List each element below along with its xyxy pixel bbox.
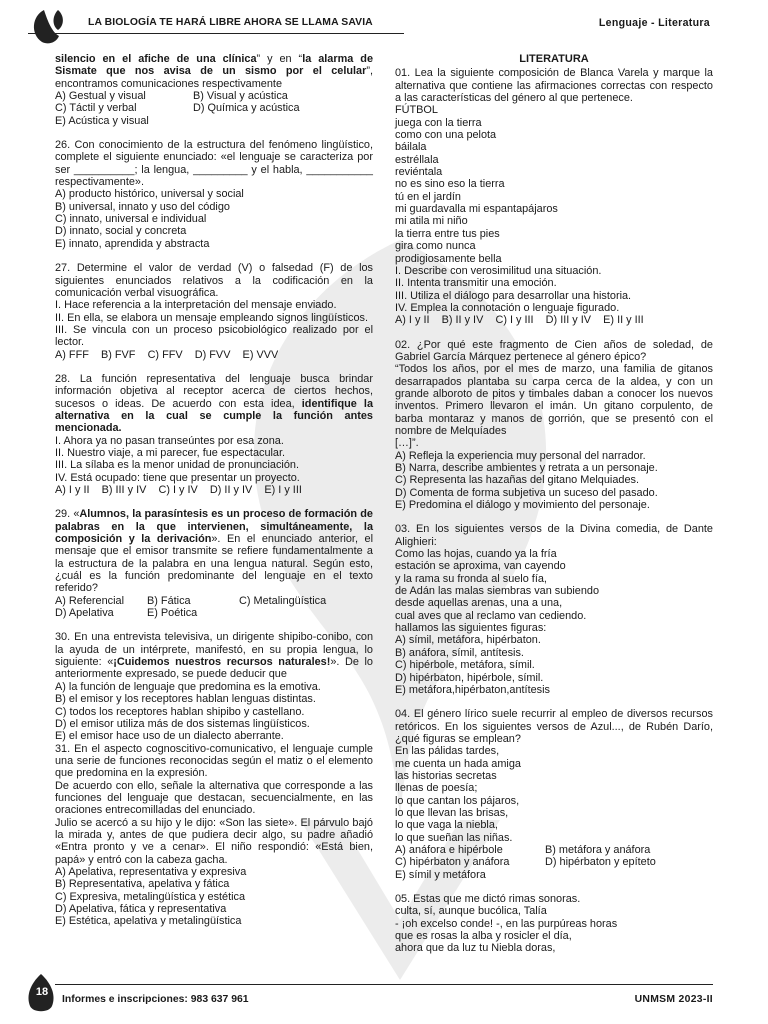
q3-option: A) símil, metáfora, hipérbaton. xyxy=(395,634,541,647)
q27-item: II. En ella, se elabora un mensaje empleando signos lingüísticos. xyxy=(55,311,368,324)
q28-item: I. Ahora ya no pasan transeúntes por esa zona. xyxy=(55,434,284,447)
q25-options-row-1: A) Gestual y visual B) Visual y acústica xyxy=(55,90,288,103)
poem-line: reviéntala xyxy=(395,166,443,179)
header-subject: Lenguaje - Literatura xyxy=(598,17,710,29)
q30-option: B) el emisor y los receptores hablan lenguas distintas. xyxy=(55,693,316,706)
poem-line: mi guardavalla mi espantapájaros xyxy=(395,203,558,216)
q2-passage: “Todos los años, por el mes de marzo, una familia de gitanos desarrapados plantaba su carpa cerca de la aldea, y con un grande alboroto de pitos y timbales daban a conocer los nuevos inventos. Primero llevaron el imán. Un gitano corpulento, de barba montaraz y manos de gorrión, que se presentó con el nombre de Melquíades xyxy=(395,363,713,437)
poem-line: FÚTBOL xyxy=(395,104,438,117)
poem-line: estación se aproxima, van cayendo xyxy=(395,560,566,573)
q26-option: C) innato, universal e individual xyxy=(55,213,207,226)
q28-options: A) I y II B) III y IV C) I y IV D) II y IV E) I y III xyxy=(55,484,302,496)
q31-stem-2: De acuerdo con ello, señale la alternativa que corresponde a las funciones del lenguaje que destacan, secuencialmente, en las oraciones entrecomilladas del enunciado. xyxy=(55,779,373,817)
q26-option: A) producto histórico, universal y social xyxy=(55,188,244,201)
poem-line: lo que cantan los pájaros, xyxy=(395,794,520,807)
q3-stem: 03. En los siguientes versos de la Divina comedia, de Dante Alighieri: xyxy=(395,523,713,548)
q28-item: III. La sílaba es la menor unidad de pronunciación. xyxy=(55,459,299,472)
q26-option: E) innato, aprendida y abstracta xyxy=(55,237,210,250)
q27-options: A) FFF B) FVF C) FFV D) FVV E) VVV xyxy=(55,348,279,361)
q29-options-row-1: A) Referencial B) Fática C) Metalingüística xyxy=(55,594,327,607)
q31-option: C) Expresiva, metalingüística y estética xyxy=(55,890,246,903)
poem-line: de Adán las malas siembras van subiendo xyxy=(395,585,600,598)
q1-item: IV. Emplea la connotación o lenguaje figurado. xyxy=(395,301,620,314)
poem-line: estréllala xyxy=(395,153,439,166)
poem-line: juega con la tierra xyxy=(395,116,482,129)
left-column xyxy=(55,53,373,928)
q26-option: B) universal, innato y uso del código xyxy=(55,200,230,213)
poem-line: culta, sí, aunque bucólica, Talía xyxy=(395,905,547,918)
poem-line: En las pálidas tardes, xyxy=(395,745,500,758)
q25-options-row-2: C) Táctil y verbal D) Química y acústica xyxy=(55,102,300,115)
q26-option: D) innato, social y concreta xyxy=(55,225,187,238)
page-number: 18 xyxy=(35,986,49,998)
q31-option: B) Representativa, apelativa y fática xyxy=(55,878,230,891)
poem-line: llenas de poesía; xyxy=(395,782,478,795)
poem-line: lo que sueñan las niñas. xyxy=(395,831,513,844)
q30-option: D) el emisor utiliza más de dos sistemas lingüísticos. xyxy=(55,717,310,730)
q2-option: B) Narra, describe ambientes y retrata a un personaje. xyxy=(395,462,658,474)
q2-option: E) Predomina el diálogo y movimiento del personaje. xyxy=(395,499,650,512)
poem-line: mi atila mi niño xyxy=(395,215,468,228)
q1-item: II. Intenta transmitir una emoción. xyxy=(395,277,557,290)
poem-line: báilala xyxy=(395,141,427,154)
poem-line: me cuenta un hada amiga xyxy=(395,757,521,770)
q30-option: E) el emisor hace uso de un dialecto aberrante. xyxy=(55,730,284,743)
q30-stem: 30. En una entrevista televisiva, un dirigente shipibo-conibo, con la ayuda de un intérprete, manifestó, en su propia lengua, lo siguiente: «¡Cuidemos nuestros recursos naturales!». De lo anteriormente expresado, se puede deducir que xyxy=(55,631,373,681)
poem-line: lo que vaga la niebla, xyxy=(395,819,498,832)
header-title: LA BIOLOGÍA TE HARÁ LIBRE AHORA SE LLAMA SAVIA xyxy=(88,17,373,28)
savia-leaf-logo xyxy=(28,6,72,46)
q4-options-row-1: A) anáfora e hipérbole B) metáfora y anáfora xyxy=(395,843,651,856)
q3-option: C) hipérbole, metáfora, símil. xyxy=(395,659,535,672)
q1-stem: 01. Lea la siguiente composición de Blanca Varela y marque la alternativa que contiene las afirmaciones correctas con respecto a las características del género al que pertenece. xyxy=(395,67,713,105)
poem-line: tú en el jardín xyxy=(395,190,461,203)
q29-stem: 29. «Alumnos, la parasíntesis es un proceso de formación de palabras en la que intervienen, simultáneamente, la composición y la derivación». En el enunciado anterior, el mensaje que el emisor transmite se refiere fundamentalmente a la estructura de la palabra en una lengua natural. Según esto, ¿cuál es la función predominante del lenguaje en el texto referido? xyxy=(55,508,373,595)
q27-stem: 27. Determine el valor de verdad (V) o falsedad (F) de los siguientes enunciados relativos a la codificación en la comunicación verbal visuográfica. xyxy=(55,262,373,299)
poem-line: y la rama su fronda al suelo fía, xyxy=(395,572,547,585)
poem-line: que es rosas la alba y rosicler el día, xyxy=(395,930,572,943)
q1-item: III. Utiliza el diálogo para desarrollar una historia. xyxy=(395,289,632,302)
header-rule xyxy=(28,33,404,34)
q1-options: A) I y II B) II y IV C) I y III D) III y IV E) II y III xyxy=(395,314,644,327)
q25-stem-end: silencio en el afiche de una clínica” y en “la alarma de Sismate que nos avisa de un sismo por el celular”, encontramos comunicaciones respectivamente xyxy=(55,53,374,90)
footer-exam: UNMSM 2023-II xyxy=(634,994,713,1005)
q30-option: C) todos los receptores hablan shipibo y castellano. xyxy=(55,705,305,718)
q28-stem: 28. La función representativa del lenguaje busca brindar información objetiva al receptor acerca de ciertos hechos, sucesos o ideas. De acuerdo con esta idea, identifique la alternativa en la cual se cumple la función antes mencionada. xyxy=(55,372,373,435)
q27-item: III. Se vincula con un proceso psicobiológico realizado por el lector. xyxy=(55,323,373,349)
poem-line: como con una pelota xyxy=(395,129,497,142)
q3-option: D) hipérbaton, hipérbole, símil. xyxy=(395,671,544,684)
poem-line: cual aves que al reclamo van cediendo. xyxy=(395,609,587,622)
poem-line: gira como nunca xyxy=(395,240,476,253)
poem-line: - ¡oh excelso conde! -, en las purpúreas horas xyxy=(395,917,618,930)
q31-passage: Julio se acercó a su hijo y le dijo: «Son las siete». El párvulo bajó la mirada y, antes de que pudiera decir algo, su padre añadió «Entra pronto y ve a cenar». El niño respondió: «Está bien, papá» y entró con la cabeza gacha. xyxy=(55,816,373,866)
right-column xyxy=(395,53,713,955)
q4-options-row-2: C) hipérbaton y anáfora D) hipérbaton y epíteto xyxy=(395,856,656,869)
q25-option-e: E) Acústica y visual xyxy=(55,114,149,127)
q2-stem: 02. ¿Por qué este fragmento de Cien años de soledad, de Gabriel García Márquez pertenece al género épico? xyxy=(395,338,713,363)
q28-item: II. Nuestro viaje, a mi parecer, fue espectacular. xyxy=(55,446,286,459)
q4-stem: 04. El género lírico suele recurrir al empleo de diversos recursos retóricos. En los siguientes versos de Azul..., de Rubén Darío, ¿qué figuras se emplean? xyxy=(395,708,713,745)
q31-stem: 31. En el aspecto cognoscitivo-comunicativo, el lenguaje cumple una serie de funciones reconocidas según el matiz o el elemento que predomina en la expresión. xyxy=(55,742,373,780)
q31-option: E) Estética, apelativa y metalingüística xyxy=(55,915,242,928)
q27-item: I. Hace referencia a la interpretación del mensaje enviado. xyxy=(55,299,337,312)
q1-item: I. Describe con verosimilitud una situación. xyxy=(395,264,602,277)
poem-line: la tierra entre tus pies xyxy=(395,227,500,240)
poem-line: desde aquellas arenas, una a una, xyxy=(395,597,563,610)
q29-options-row-2: D) Apelativa E) Poética xyxy=(55,607,198,620)
poem-line: lo que llevan las brisas, xyxy=(395,806,509,819)
q2-option: A) Refleja la experiencia muy personal del narrador. xyxy=(395,449,646,462)
q2-option: D) Comenta de forma subjetiva un suceso del pasado. xyxy=(395,486,658,499)
q30-option: A) la función de lenguaje que predomina es la emotiva. xyxy=(55,680,321,693)
q2-option: C) Representa las hazañas del gitano Melquiades. xyxy=(395,474,639,487)
poem-line: prodigiosamente bella xyxy=(395,252,502,265)
poem-line: no es sino eso la tierra xyxy=(395,178,505,191)
q2-ellipsis: […]”. xyxy=(395,437,419,450)
poem-line: Como las hojas, cuando ya la fría xyxy=(395,548,557,561)
q26-stem: 26. Con conocimiento de la estructura del fenómeno lingüístico, complete el siguiente enunciado: «el lenguaje se caracteriza por ser __________; la lengua, _________ y el habla, ___________ respectivamente». xyxy=(55,139,373,189)
q28-item: IV. Está ocupado: tiene que presentar un proyecto. xyxy=(55,471,300,484)
poem-line: ahora que da luz tu Niebla doras, xyxy=(395,942,556,955)
section-title: LITERATURA xyxy=(519,53,589,65)
q5-stem: 05. Estas que me dictó rimas sonoras. xyxy=(395,893,581,905)
footer-contact: Informes e inscripciones: 983 637 961 xyxy=(62,994,249,1005)
q3-option: E) metáfora,hipérbaton,antítesis xyxy=(395,683,550,696)
q31-option: A) Apelativa, representativa y expresiva xyxy=(55,865,247,878)
footer-rule xyxy=(55,984,713,985)
q4-option-e: E) símil y metáfora xyxy=(395,868,486,881)
q3-option: B) anáfora, símil, antítesis. xyxy=(395,646,524,659)
q3-after: hallamos las siguientes figuras: xyxy=(395,622,547,635)
poem-line: las historias secretas xyxy=(395,769,497,782)
q31-option: D) Apelativa, fática y representativa xyxy=(55,903,227,915)
